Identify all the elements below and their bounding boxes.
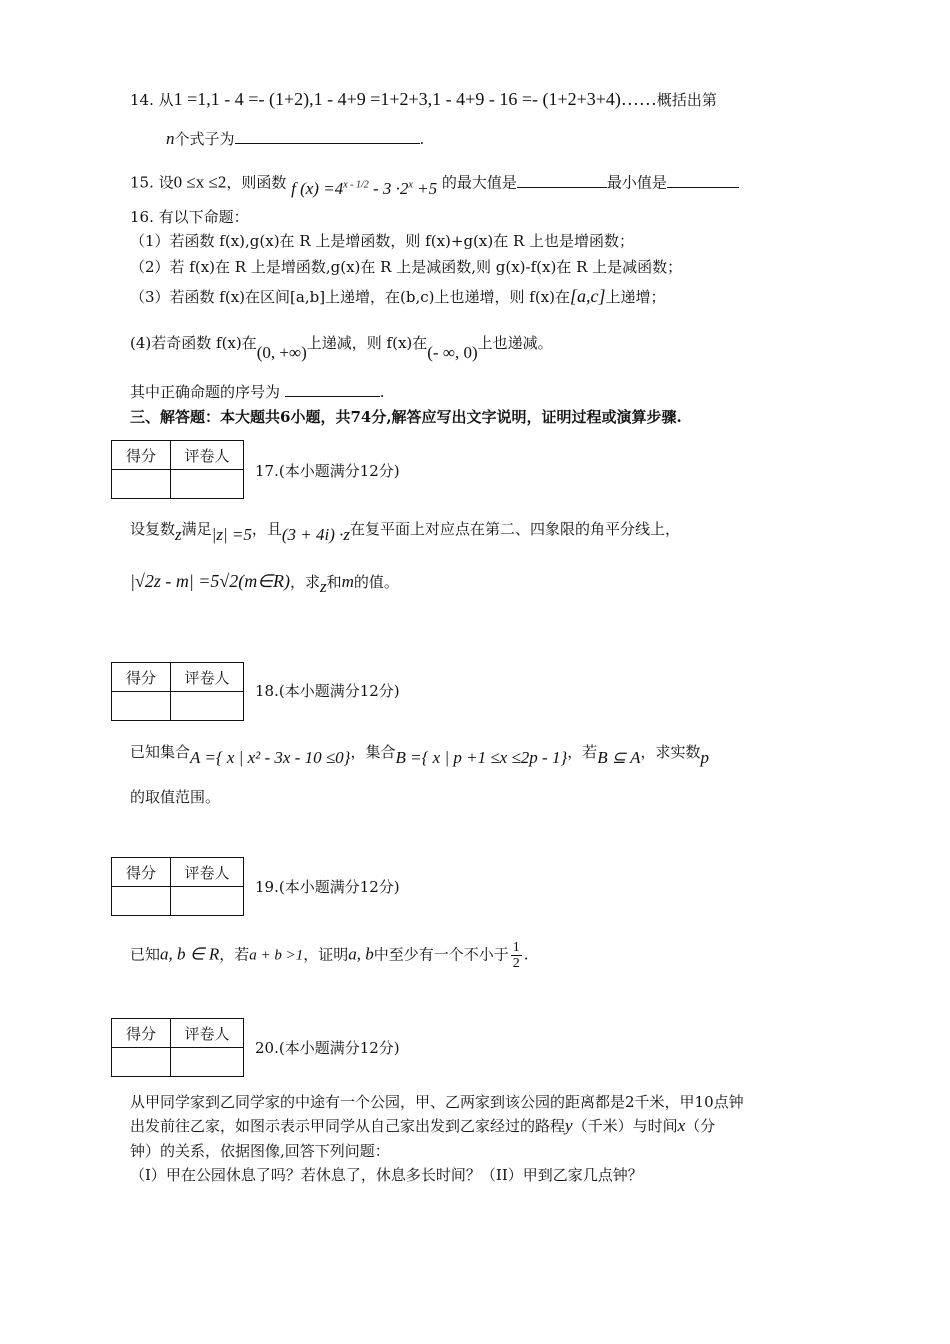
q20-var-y: y (565, 1116, 573, 1135)
score-header: 得分 (112, 858, 171, 887)
q17-var-m: m (341, 572, 354, 591)
q14-lead: 从 (158, 91, 174, 109)
q14-formula: 1 =1,1 - 4 =- (1+2),1 - 4+9 =1+2+3,1 - 4+9 - 16 =- (1+2+3+4)…… (173, 89, 657, 109)
q16-answer-end: . (379, 383, 385, 401)
q19-text-b: ，若 (219, 945, 250, 964)
q16-item-3-end: 上递增； (605, 288, 666, 306)
score-cell[interactable] (112, 1048, 171, 1077)
q16-item-4-line (130, 332, 553, 362)
q16-item-4-interval-1: (0, +∞) (256, 343, 307, 362)
q14-line2-text: 个式子为 (174, 130, 235, 148)
grader-header: 评卷人 (171, 441, 244, 470)
q14-answer-blank[interactable] (235, 129, 420, 144)
q20-text-a: 出发前往乙家，如图示表示甲同学从自己家出发到乙家经过的路程 (130, 1117, 566, 1135)
q18-var-p: p (700, 748, 710, 767)
q14-var-n: n (166, 129, 175, 148)
q15-line (130, 168, 739, 198)
q17-text-a: 设复数 (130, 520, 176, 538)
q17-condition: |√2z - m| =5√2(m∈R) (130, 571, 290, 591)
q18-text-c: ，若 (567, 743, 598, 761)
q20-title: 20.(本小题满分12分) (255, 1039, 400, 1057)
q20-text-c: （分 (685, 1117, 716, 1135)
q16-item-4-b: 上递减，则 f(x)在 (306, 334, 428, 352)
q20-text-b: （千米）与时间 (572, 1117, 678, 1135)
q14-line1 (130, 88, 717, 111)
q17-text-d: ，且 (251, 520, 282, 538)
grader-header: 评卷人 (171, 1019, 244, 1048)
q19-text-a: 已知 (130, 945, 161, 964)
q16-title-text: 有以下命题： (158, 208, 249, 226)
q17-var-z: z (175, 525, 182, 544)
q15-text2: 最小值是 (606, 173, 667, 192)
score-cell[interactable] (112, 692, 171, 721)
q14-number: 14. (130, 91, 154, 109)
q16-answer-blank[interactable] (285, 382, 380, 397)
q17-text-ask: ，求 (289, 573, 320, 591)
score-header: 得分 (112, 441, 171, 470)
q20-line1: 从甲同学家到乙同学家的中途有一个公园，甲、乙两家到该公园的距离都是2千米，甲10点钟 (130, 1093, 744, 1111)
grader-cell[interactable] (171, 1048, 244, 1077)
q16-item-4-a: (4)若奇函数 f(x)在 (130, 334, 257, 352)
q18-line1 (130, 741, 710, 767)
q17-product: (3 + 4i) ·z (281, 525, 350, 544)
q18-set-b: B ={ x | p +1 ≤x ≤2p - 1} (395, 748, 568, 767)
q18-title: 18.(本小题满分12分) (255, 682, 400, 700)
grader-cell[interactable] (171, 887, 244, 916)
q17-text-and: 和 (326, 573, 342, 591)
q15-min-blank[interactable] (667, 173, 739, 188)
q16-item-3-interval: [a,c] (570, 286, 606, 306)
q19-condition: a + b >1 (249, 947, 304, 964)
q19-title: 19.(本小题满分12分) (255, 878, 400, 896)
q20-score-table (111, 1018, 244, 1077)
q18-score-table (111, 662, 244, 721)
q19-fraction (511, 940, 522, 971)
q19-ab-in-r: a, b ∈ R (160, 944, 220, 964)
q19-text-end: . (523, 945, 529, 964)
q16-title (130, 206, 249, 228)
q17-line1 (130, 518, 681, 544)
q16-item-4-c: 上也递减。 (477, 334, 553, 352)
q18-text-d: ，求实数 (640, 743, 701, 761)
grader-cell[interactable] (171, 470, 244, 499)
grader-cell[interactable] (171, 692, 244, 721)
q19-fraction-denominator: 2 (512, 956, 520, 971)
q17-score-table (111, 440, 244, 499)
q19-text-c: ，证明 (303, 945, 349, 964)
q14-end: . (419, 130, 425, 148)
grader-header: 评卷人 (171, 858, 244, 887)
q17-text-end: 的值。 (353, 573, 399, 591)
q19-ab: a, b (348, 944, 374, 964)
q20-var-x: x (677, 1116, 686, 1135)
q14-line2 (166, 128, 424, 150)
q16-item-3-line (130, 285, 666, 308)
q18-set-a: A ={ x | x² - 3x - 10 ≤0} (190, 748, 351, 767)
q20-line2 (130, 1115, 715, 1137)
q17-text-b: 满足 (181, 520, 212, 538)
q15-number: 15. (130, 173, 154, 192)
q18-text-b: ，集合 (350, 743, 396, 761)
score-cell[interactable] (112, 470, 171, 499)
q16-item-4-interval-2: (- ∞, 0) (427, 343, 478, 362)
q19-score-table (111, 857, 244, 916)
score-header: 得分 (112, 663, 171, 692)
q19-text-d: 中至少有一个不小于 (373, 945, 509, 964)
q17-modulus: |z| =5 (211, 525, 252, 544)
section-3-header: 三、解答题：本大题共6小题，共74分,解答应写出文字说明，证明过程或演算步骤. (130, 408, 682, 426)
grader-header: 评卷人 (171, 663, 244, 692)
q16-item-2: （2）若 f(x)在 R 上是增函数,g(x)在 R 上是减函数,则 g(x)-f(x)在 R 上是减函数； (130, 258, 683, 276)
q16-answer-prompt: 其中正确命题的序号为 (130, 383, 281, 401)
q20-line4: （I）甲在公园休息了吗？若休息了，休息多长时间？（II）甲到乙家几点钟？ (130, 1166, 643, 1184)
q14-tail: 概括出第 (656, 91, 717, 109)
q15-lead: 设 (158, 173, 174, 192)
q18-subset: B ⊆ A (597, 748, 641, 767)
q15-max-blank[interactable] (517, 173, 607, 188)
score-header: 得分 (112, 1019, 171, 1048)
q19-fraction-numerator: 1 (512, 940, 520, 955)
q17-text-f: 在复平面上对应点在第二、四象限的角平分线上， (350, 520, 681, 538)
q17-var-z2: z (319, 577, 327, 596)
q15-mid: ，则函数 (226, 173, 287, 192)
q18-text-a: 已知集合 (130, 743, 191, 761)
q17-line2 (130, 570, 399, 596)
q15-text1: 的最大值是 (441, 173, 517, 192)
score-cell[interactable] (112, 887, 171, 916)
q15-func: f $(x) =4^{x - 1/2} - 3 \cdot 2^x +5$ (291, 178, 438, 198)
q17-title: 17.(本小题满分12分) (255, 462, 400, 480)
q19-line (130, 940, 529, 971)
q16-answer-line (130, 381, 385, 403)
q16-item-3: （3）若函数 f(x)在区间[a,b]上递增，在(b,c)上也递增，则 f(x)在 (130, 288, 571, 306)
q16-number: 16. (130, 208, 154, 226)
q20-line3: 钟）的关系，依据图像,回答下列问题： (130, 1142, 390, 1160)
q16-item-1: （1）若函数 f(x),g(x)在 R 上是增函数，则 f(x)+g(x)在 R 上也是增函数； (130, 232, 635, 250)
q15-cond: 0 ≤x ≤2 (173, 172, 227, 192)
q18-line2: 的取值范围。 (130, 788, 221, 806)
